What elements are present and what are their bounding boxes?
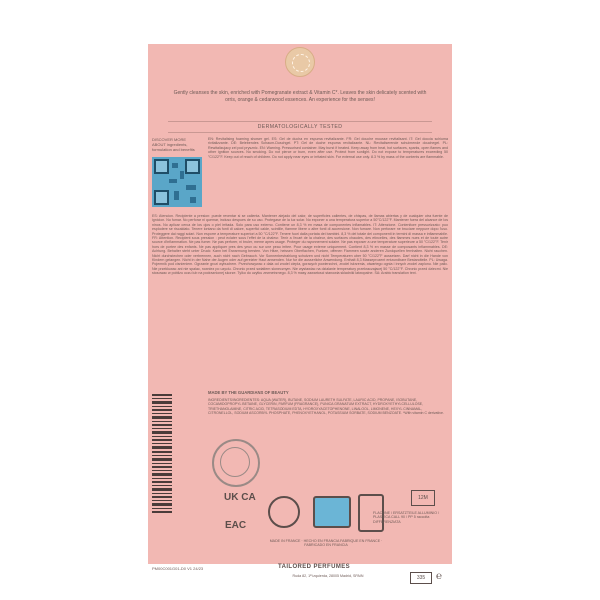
product-tagline: Gently cleanses the skin, enriched with Pomegranate extract & Vitamin C*. Leaves the skin delicately scented with orris, orange & cedarwood essences. An experience for the senses!: [173, 90, 427, 104]
qr-module: [174, 191, 179, 200]
qr-module: [169, 179, 177, 183]
product-warnings-text: EN: Revitalising foaming shower gel. ES: Gel de ducha en espuma revitalizante. FR: Gel douche mousse revitalisant. IT: Gel doccia schiuma rivitalizzante. DE: Belebendes Schaum-Duschgel. PT: Gel de duche espuma revitalizante. NL: Revitaliserende schuimende douchegel. PL: Rewitalizujacy zel pod prysznic. EN: Warning. Pressurised container. May burst if heated. Keep away from heat, hot surfaces, sparks, open flames and other ignition sources. No smoking. Do not pierce or burn, even after use. Protect from sunlight. Do not expose to temperatures exceeding 50 °C/122°F. Keep out of reach of children. Do not apply near eyes or irritated skin. For external use only. 8.3 % by mass of the contents are flammable.: [208, 137, 448, 159]
barcode: [152, 394, 172, 514]
dermatologically-tested-heading: DERMATOLOGICALLY TESTED: [257, 124, 343, 130]
volume-box: 335: [410, 572, 432, 584]
triman-recycle-icon: [268, 496, 300, 528]
qr-code[interactable]: [152, 157, 202, 207]
brand-name: TAILORED PERFUMES: [278, 564, 351, 570]
qr-finder-corner: [154, 159, 169, 174]
discover-more-text: DISCOVER MORE ABOUT ingredients, formulation and benefits: [152, 137, 195, 152]
recycling-sort-labels: FLACONE / ERSATZTEILE ALLUMINIO / PLASTICA CALL 90 / PP 5 raccolta DIFFERENZIATA: [373, 511, 440, 524]
made-by-heading: MADE BY THE GUARDIANS OF BEAUTY: [208, 390, 289, 395]
divider-bottom: [168, 132, 432, 133]
qr-finder-corner: [185, 159, 200, 174]
qr-module: [172, 163, 178, 168]
multilingual-warnings-text: ES: Atencion. Recipiente a presion: puede reventar si se calienta. Mantener alejado del calor, de superficies calientes, de chispas, de llamas abiertas y de cualquier otra fuente de ignicion. No fumar. No perforar ni quemar, incluso despues de su uso. Protegase de la luz solar. No exponer a una temperatura superior a 50°C/122°F. Mantener fuera del alcance de los ninos. No aplicar cerca de los ojos o piel irritada. Solo para uso externo. Contiene un 8,3 % en masa de componentes inflamables. IT: Attenzione. Contenitore pressurizzato: puo esplodere se riscaldato. Tenere lontano da fonti di calore, superfici calde, scintille, fiamme libere o altre fonti di accensione. Non fumare. Non perforare ne bruciare neppure dopo l'uso. Proteggere dai raggi solari. Non esporre a temperature superiori a 50 °C/122°F. Tenere fuori dalla portata dei bambini. 8,3 % del totale dei componenti in termini di massa e infiammabile. FR: Attention. Recipient sous pression : peut eclater sous l'effet de la chaleur. Tenir a l'ecart de la chaleur, des surfaces chaudes, des etincelles, des flammes nues et de toute autre source d'inflammation. Ne pas fumer. Ne pas perforer, ni bruler, meme apres usage. Proteger du rayonnement solaire. Ne pas exposer a une temperature superieure a 50 °C/122°F. Tenir hors de portee des enfants. Ne pas appliquer pres des yeux ou sur une peau irritee. Pour usage externe uniquement. Contient 8,3 % en masse de composants inflammables. DE: Achtung. Behalter steht unter Druck: Kann bei Erwarmung bersten. Von Hitze, heissen Oberflachen, Funken, offenen Flammen sowie anderen Zundquellen fernhalten. Nicht rauchen. Nicht durchstechen oder verbrennen, auch nicht nach Gebrauch. Vor Sonnenbestrahlung schutzen und nicht Temperaturen uber 50 °C/122°F aussetzen. Darf nicht in die Hande von Kindern gelangen. Nicht in der Nahe der Augen oder auf gereizter Haut anwenden. Nur fur die ausserliche Anwendung. Enthalt 8,3 Masseprozent entzundbare Bestandteile. PL: Uwaga. Pojemnik pod cisnieniem. Ogrzanie grozi wybuchem. Przechowywac z dala od zrodel ciepla, goracych powierzchni, zrodel iskrzenia, otwartego ognia i innych zrodel zaplonu. Nie palic. Nie przekluwac ani nie spalac, rowniez po uzyciu. Chronic przed swiatlem slonecznym. Nie wystawiac na dzialanie temperatury przekraczajacej 50 °C/122°F. Chronic przed dziecmi. Nie stosowac w poblizu oczu lub na podraznionej skorze. Tylko do uzytku zewnetrznego. 8,3 % masy zawartosci stanowia skladniki latwopalne. SA: Arabic translation text.: [152, 214, 448, 276]
product-label: [148, 44, 452, 582]
qr-module: [186, 185, 196, 190]
batch-code: PM00C001G01-D0 V1 24/23: [152, 566, 204, 571]
qr-module: [180, 171, 184, 179]
brand-seal-logo: [285, 47, 315, 77]
eac-mark: EAC: [225, 520, 247, 531]
ingredients-list: INGREDIENTS/INGREDIENTES: AQUA (WATER), BUTANE, SODIUM LAURETH SULFATE, LAURIC ACID, PROPANE, ISOBUTANE, COCAMIDOPROPYL BETAINE, GLYCERIN, PARFUM (FRAGRANCE), PUNICA GRANATUM EXTRACT, HYDROXYETHYLCELLULOSE, TRIETHANOLAMINE, CITRIC ACID, TETRASODIUM EDTA, HYDROXYACETOPHENONE, LINALOOL, LIMONENE, HEXYL CINNAMAL, CITRONELLOL, SODIUM ASCORBYL PHOSPHATE, PHENOXYETHANOL, POTASSIUM SORBATE, SODIUM BENZOATE. *With vitamin C derivative.: [208, 398, 444, 416]
divider-top: [168, 121, 432, 122]
ukca-mark: UK CA: [224, 492, 256, 503]
brand-address: Ruda 82, 1ª izquierda, 28005 Madrid, SPAIN: [292, 574, 364, 578]
qr-module: [190, 197, 196, 203]
sorting-bin-icon: [313, 496, 351, 528]
guardians-stamp-icon: [212, 439, 260, 487]
qr-finder-corner: [154, 190, 169, 205]
estimated-sign-icon: ℮: [436, 571, 443, 582]
made-in-france-text: MADE IN FRANCE · HECHO EN FRANCIA FABRIQUE EN FRANCE · FABRICADO EN FRANCIA: [269, 539, 383, 548]
period-after-opening-icon: 12M: [411, 490, 435, 506]
